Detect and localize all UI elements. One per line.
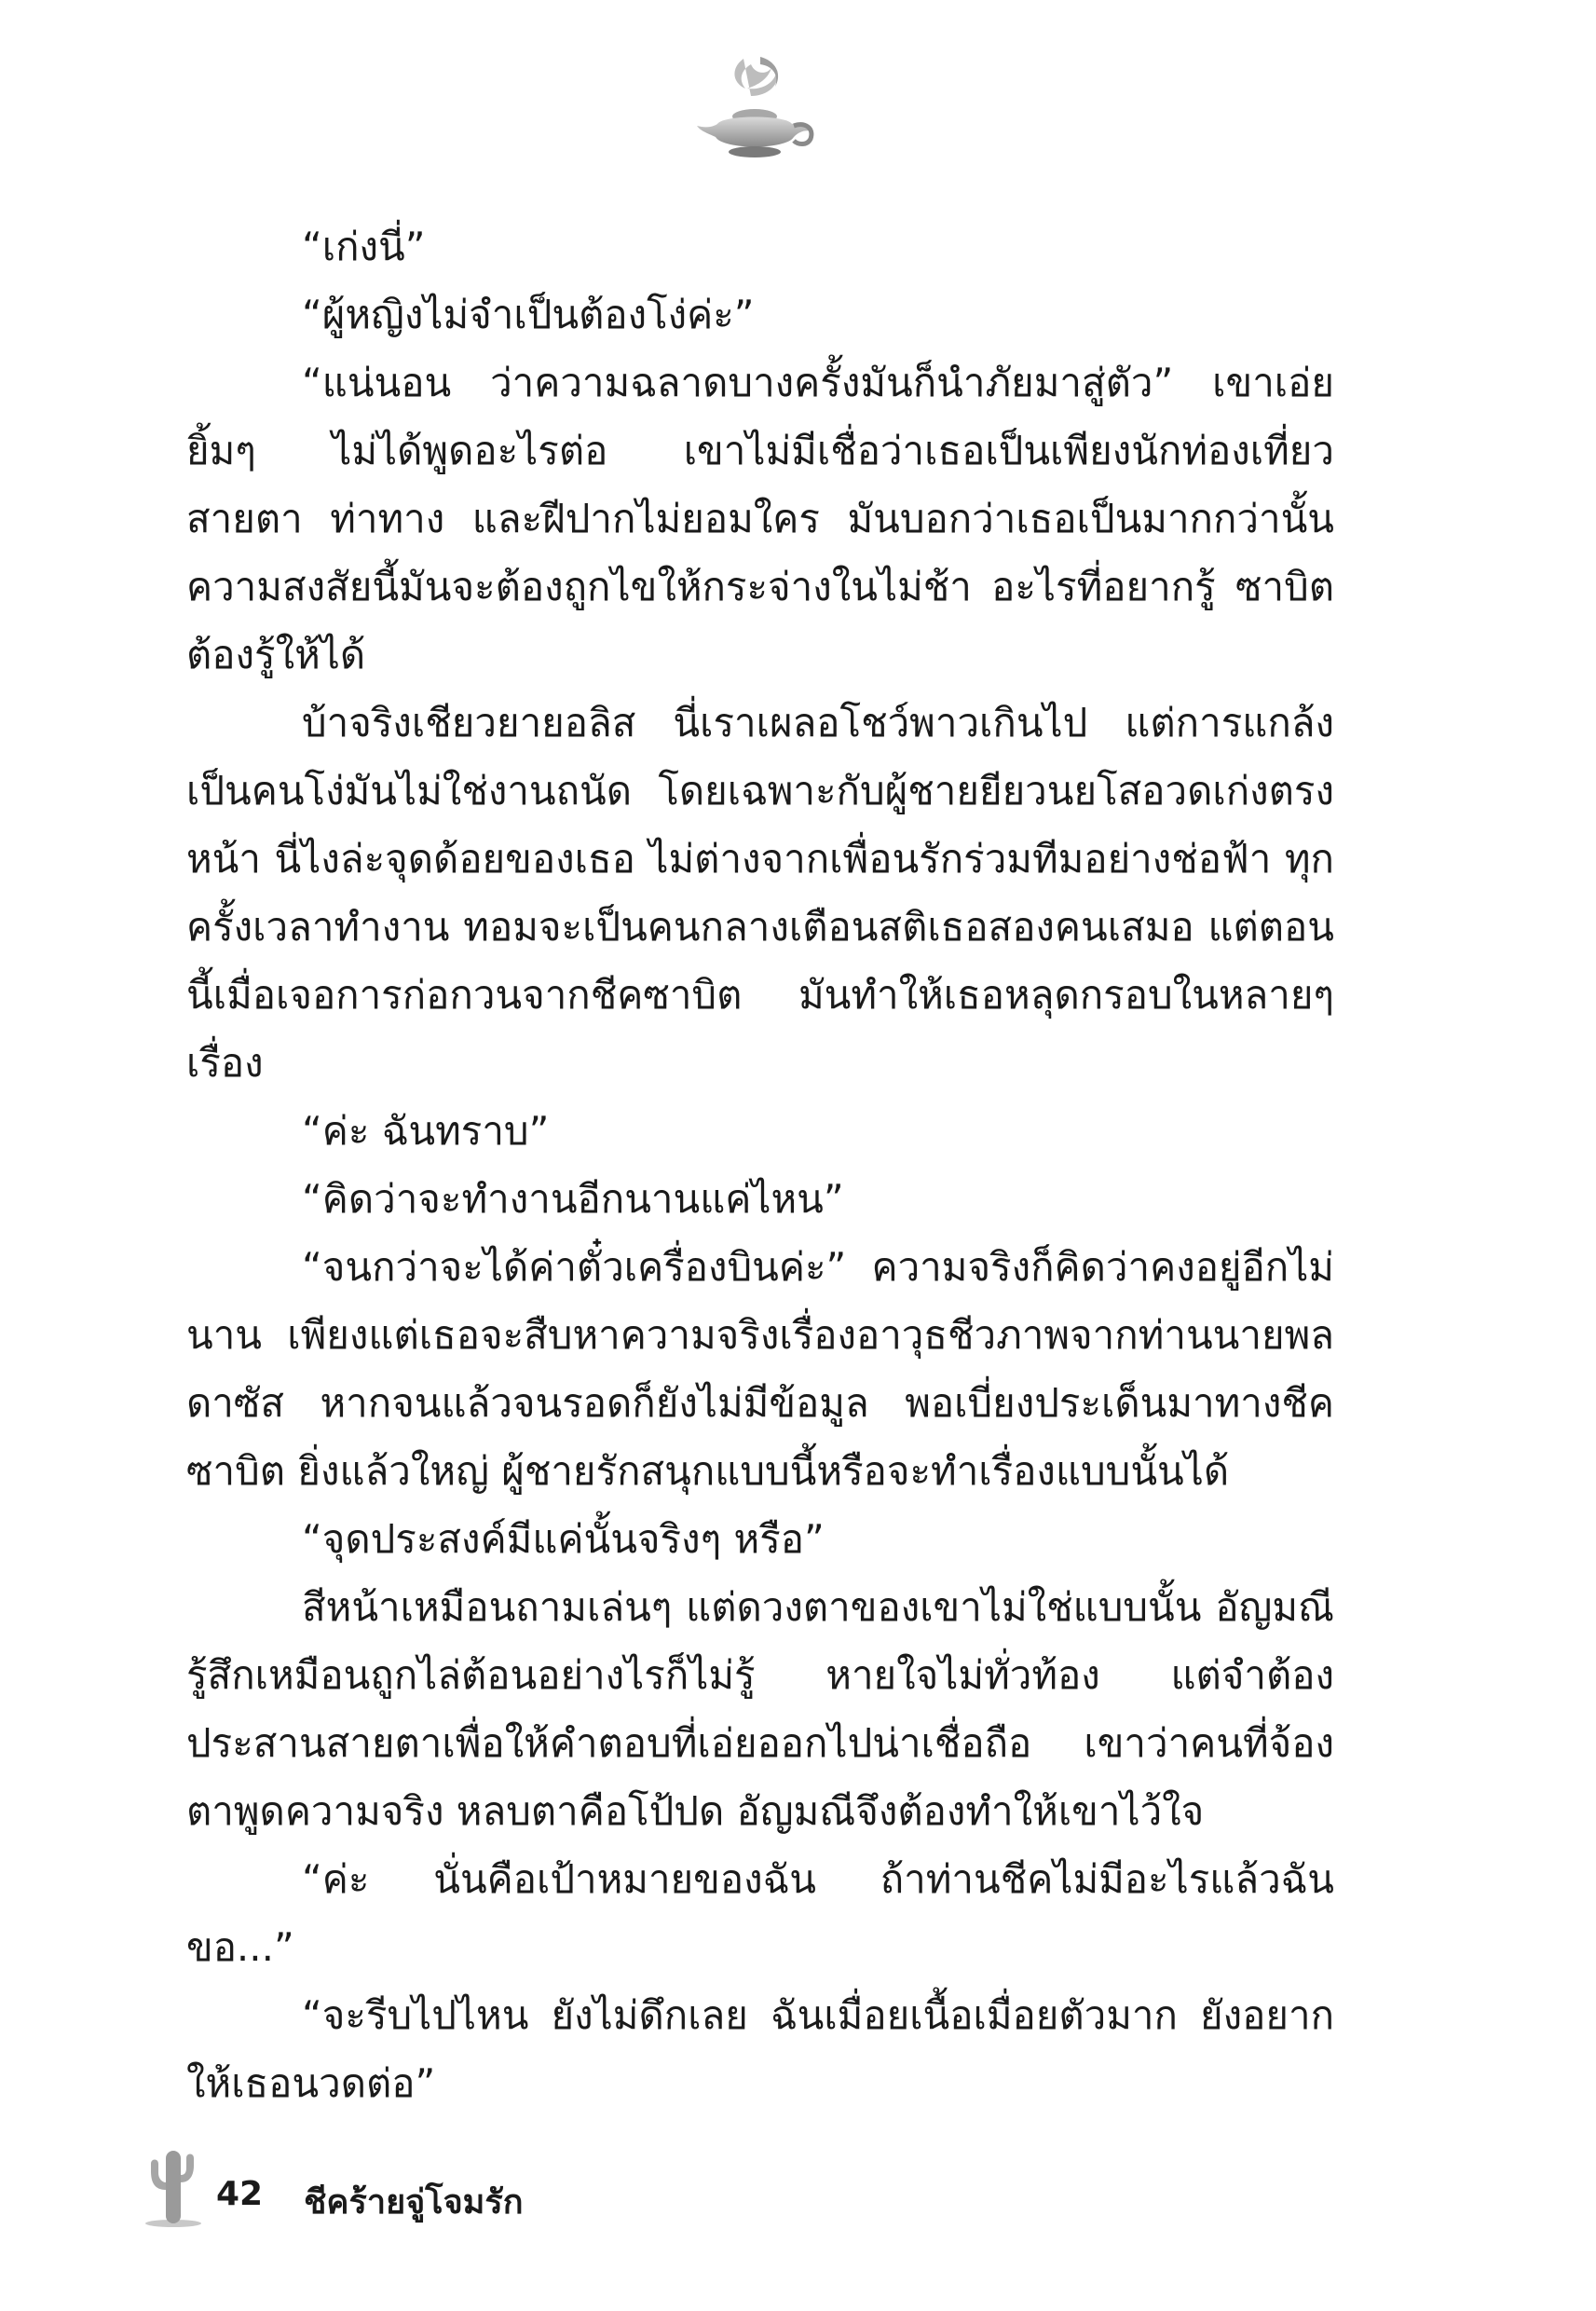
paragraph: “จนกว่าจะได้ค่าตั๋วเครื่องบินค่ะ” ความจริงก็คิดว่าคงอยู่อีกไม่นาน เพียงแต่เธอจะสืบหาความจริงเรื่องอาวุธชีวภาพจากท่านนายพลดาซัส หากจนแล้วจนรอดก็ยังไม่มีข้อมูล พอเบี่ยงประเด็นมาทางชีคซาบิต ยิ่งแล้วใหญ่ ผู้ชายรักสนุกแบบนี้หรือจะทำเรื่องแบบนั้นได้: [186, 1244, 1334, 1494]
paragraph: “จุดประสงค์มีแค่นั้นจริงๆ หรือ”: [302, 1516, 825, 1562]
paragraph: “ค่ะ นั่นคือเป้าหมายของฉัน ถ้าท่านชีคไม่มีอะไรแล้วฉันขอ...”: [186, 1856, 1334, 1970]
paragraph: บ้าจริงเชียวยายอลิส นี่เราเผลอโชว์พาวเกินไป แต่การแกล้งเป็นคนโง่มันไม่ใช่งานถนัด โดยเฉพาะกับผู้ชายยียวนยโสอวดเก่งตรงหน้า นี่ไงล่ะจุดด้อยของเธอ ไม่ต่างจากเพื่อนรักร่วมทีมอย่างช่อฟ้า ทุกครั้งเวลาทำงาน ทอมจะเป็นคนกลางเตือนสติเธอสองคนเสมอ แต่ตอนนี้เมื่อเจอการก่อกวนจากชีคซาบิต มันทำให้เธอหลุดกรอบในหลายๆ เรื่อง: [186, 700, 1334, 1086]
paragraph: “แน่นอน ว่าความฉลาดบางครั้งมันก็นำภัยมาสู่ตัว” เขาเอ่ยยิ้มๆ ไม่ได้พูดอะไรต่อ เขาไม่มีเชื่อว่าเธอเป็นเพียงนักท่องเที่ยว สายตา ท่าทาง และฝีปากไม่ยอมใคร มันบอกว่าเธอเป็นมากกว่านั้น ความสงสัยนี้มันจะต้องถูกไขให้กระจ่างในไม่ช้า อะไรที่อยากรู้ ซาบิตต้องรู้ให้ได้: [186, 360, 1334, 677]
paragraph: “เก่งนี่”: [302, 224, 426, 269]
book-title: ชีคร้ายจู่โจมรัก: [304, 2183, 524, 2222]
paragraph: “คิดว่าจะทำงานอีกนานแค่ไหน”: [302, 1176, 844, 1222]
page-footer: [140, 2141, 699, 2227]
cactus-icon: [140, 2141, 205, 2227]
paragraph: “ค่ะ ฉันทราบ”: [302, 1108, 550, 1154]
paragraph: “จะรีบไปไหน ยังไม่ดึกเลย ฉันเมื่อยเนื้อเมื่อยตัวมาก ยังอยากให้เธอนวดต่อ”: [186, 1992, 1334, 2106]
page-number: 42: [216, 2175, 264, 2213]
paragraph: “ผู้หญิงไม่จำเป็นต้องโง่ค่ะ”: [302, 292, 755, 337]
chapter-body: [186, 212, 1334, 2117]
paragraph: สีหน้าเหมือนถามเล่นๆ แต่ดวงตาของเขาไม่ใช่แบบนั้น อัญมณีรู้สึกเหมือนถูกไล่ต้อนอย่างไรก็ไม่รู้ หายใจไม่ทั่วท้อง แต่จำต้องประสานสายตาเพื่อให้คำตอบที่เอ่ยออกไปน่าเชื่อถือ เขาว่าคนที่จ้องตาพูดความจริง หลบตาคือโป้ปด อัญมณีจึงต้องทำให้เขาไว้ใจ: [186, 1584, 1334, 1834]
genie-lamp-icon: [689, 51, 820, 163]
